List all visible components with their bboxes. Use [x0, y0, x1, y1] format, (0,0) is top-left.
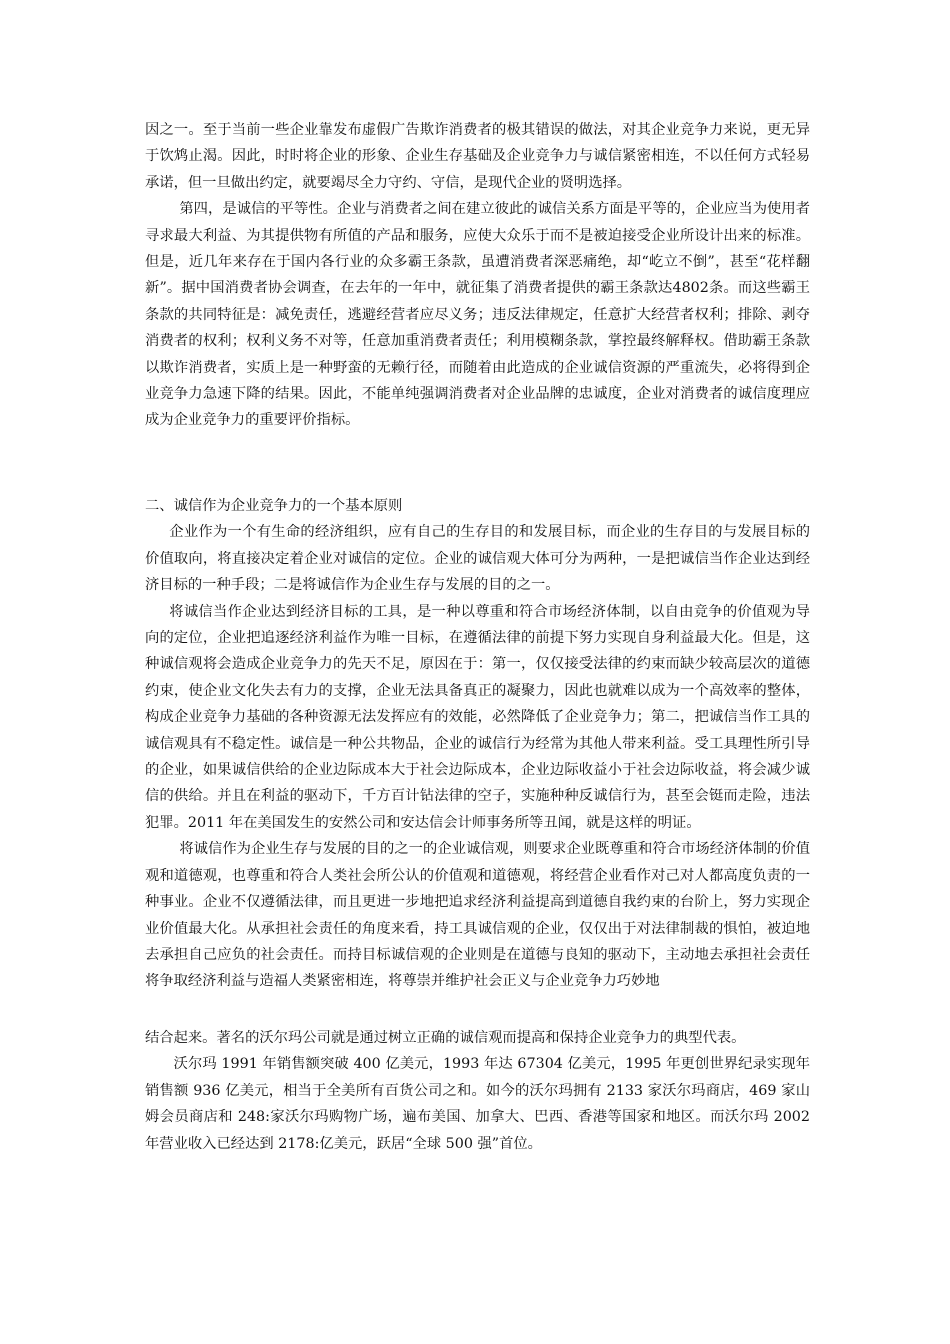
paragraph-enterprise-goals: 企业作为一个有生命的经济组织，应有自己的生存目的和发展目标，而企业的生存目的与发展目标的价值取向，将直接决定着企业对诚信的定位。企业的诚信观大体可分为两种，一是把诚信当作企业达到经济目标的一种手段；二是将诚信作为企业生存与发展的目的之一。	[145, 524, 810, 594]
section-heading: 二、诚信作为企业竞争力的一个基本原则	[145, 498, 403, 514]
text-section-1	[145, 117, 810, 434]
paragraph-tool-view: 将诚信当作企业达到经济目标的工具，是一种以尊重和符合市场经济体制，以自由竞争的价值观为导向的定位，企业把追逐经济利益作为唯一目标，在遵循法律的前提下努力实现自身利益最大化。但是，这种诚信观将会造成企业竞争力的先天不足，原因在于：第一，仅仅接受法律的约束而缺少较高层次的道德约束，使企业文化失去有力的支撑，企业无法具备真正的凝聚力，因此也就难以成为一个高效率的整体，构成企业竞争力基础的各种资源无法发挥应有的效能，必然降低了企业竞争力；第二，把诚信当作工具的诚信观具有不稳定性。诚信是一种公共物品，企业的诚信行为经常为其他人带来利益。受工具理性所引导的企业，如果诚信供给的企业边际成本大于社会边际成本，企业边际收益小于社会边际收益，将会减少诚信的供给。并且在利益的驱动下，千方百计钻法律的空子，实施种种反诚信行为，甚至会铤而走险，违法犯罪。2011 年在美国发生的安然公司和安达信会计师事务所等丑闻，就是这样的明证。	[145, 603, 810, 831]
text-section-3	[145, 1025, 810, 1157]
paragraph-goal-view: 将诚信作为企业生存与发展的目的之一的企业诚信观，则要求企业既尊重和符合市场经济体制的价值观和道德观，也尊重和符合人类社会所公认的价值观和道德观，将经营企业看作对己对人都高度负责的一种事业。企业不仅遵循法律，而且更进一步地把追求经济利益提高到道德自我约束的台阶上，努力实现企业价值最大化。从承担社会责任的角度来看，持工具诚信观的企业，仅仅出于对法律制裁的惧怕，被迫地去承担自己应负的社会责任。而持目标诚信观的企业则是在道德与良知的驱动下，主动地去承担社会责任将争取经济利益与造福人类紧密相连，将尊崇并维护社会正义与企业竞争力巧妙地	[145, 841, 810, 990]
paragraph-walmart-sales: 沃尔玛 1991 年销售额突破 400 亿美元，1993 年达 67304 亿美元，1995 年更创世界纪录实现年销售额 936 亿美元，相当于全美所有百货公司之和。如今的沃尔玛拥有 2133 家沃尔玛商店，469 家山姆会员商店和 248:家沃尔玛购物广场，遍布美国、加拿大、巴西、香港等国家和地区。而沃尔玛 2002 年营业收入已经达到 2178:亿美元，跃居“全球 500 强”首位。	[145, 1056, 810, 1152]
paragraph-walmart-intro: 结合起来。著名的沃尔玛公司就是通过树立正确的诚信观而提高和保持企业竞争力的典型代表。	[145, 1030, 746, 1046]
paragraph-fourth-equality: 第四，是诚信的平等性。企业与消费者之间在建立彼此的诚信关系方面是平等的，企业应当为使用者寻求最大利益、为其提供物有所值的产品和服务，应使大众乐于而不是被迫接受企业所设计出来的标准。但是，近几年来存在于国内各行业的众多霸王条款，虽遭消费者深恶痛绝，却“屹立不倒”，甚至“花样翻新”。据中国消费者协会调查，在去年的一年中，就征集了消费者提供的霸王条款达4802条。而这些霸王条款的共同特征是：减免责任，逃避经营者应尽义务；违反法律规定，任意扩大经营者权利；排除、剥夺消费者的权利；权利义务不对等，任意加重消费者责任；利用模糊条款，掌控最终解释权。借助霸王条款以欺诈消费者，实质上是一种野蛮的无赖行径，而随着由此造成的企业诚信资源的严重流失，必将得到企业竞争力急速下降的结果。因此，不能单纯强调消费者对企业品牌的忠诚度，企业对消费者的诚信度理应成为企业竞争力的重要评价指标。	[145, 201, 810, 429]
text-section-2	[145, 493, 810, 995]
paragraph-continuation: 因之一。至于当前一些企业靠发布虚假广告欺诈消费者的极其错误的做法，对其企业竞争力来说，更无异于饮鸩止渴。因此，时时将企业的形象、企业生存基础及企业竞争力与诚信紧密相连，不以任何方式轻易承诺，但一旦做出约定，就要竭尽全力守约、守信，是现代企业的贤明选择。	[145, 122, 810, 191]
